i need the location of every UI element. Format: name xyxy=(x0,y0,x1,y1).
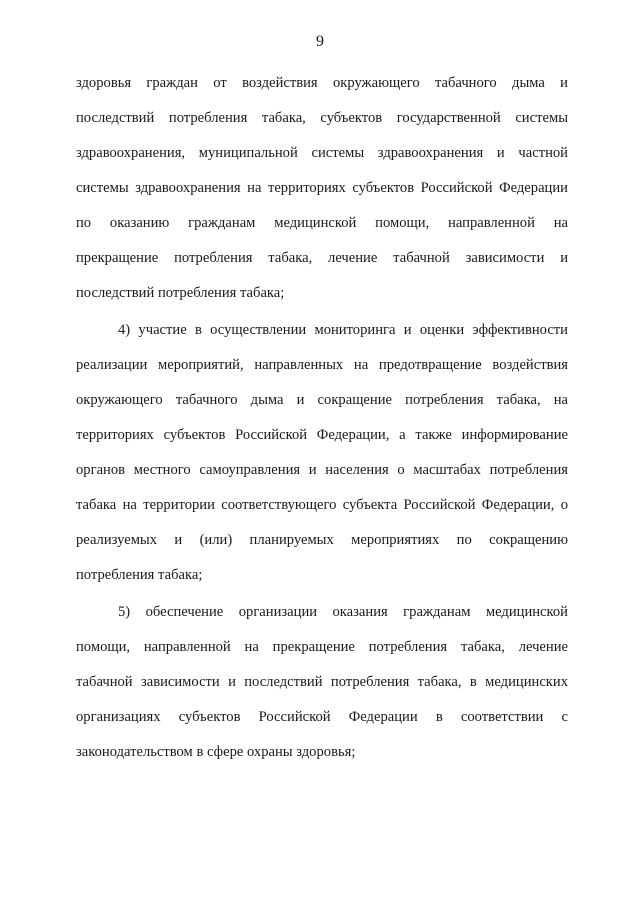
document-body xyxy=(76,66,568,770)
text-line: законодательством в сфере охраны здоровья; xyxy=(76,744,356,760)
text-line: по оказанию гражданам медицинской помощи, направленной на xyxy=(76,215,568,231)
text-line: потребления табака; xyxy=(76,567,203,583)
text-line: 5) обеспечение организации оказания гражданам медицинской xyxy=(118,604,568,620)
text-line: табака на территории соответствующего субъекта Российской Федерации, о xyxy=(76,497,568,513)
text-line: 4) участие в осуществлении мониторинга и оценки эффективности xyxy=(118,322,568,338)
text-line: органов местного самоуправления и населения о масштабах потребления xyxy=(76,462,568,478)
text-line: прекращение потребления табака, лечение табачной зависимости и xyxy=(76,250,568,266)
text-line: реализации мероприятий, направленных на предотвращение воздействия xyxy=(76,357,568,373)
paragraph-item-5 xyxy=(76,595,568,770)
text-line: здравоохранения, муниципальной системы здравоохранения и частной xyxy=(76,145,568,161)
text-line: системы здравоохранения на территориях субъектов Российской Федерации xyxy=(76,180,568,196)
text-line: организациях субъектов Российской Федерации в соответствии с xyxy=(76,709,568,725)
text-line: окружающего табачного дыма и сокращение потребления табака, на xyxy=(76,392,568,408)
text-line: помощи, направленной на прекращение потребления табака, лечение xyxy=(76,639,568,655)
text-line: последствий потребления табака; xyxy=(76,285,285,301)
paragraph-item-4 xyxy=(76,313,568,593)
text-line: последствий потребления табака, субъектов государственной системы xyxy=(76,110,568,126)
paragraph-continuation xyxy=(76,66,568,311)
text-line: территориях субъектов Российской Федерации, а также информирование xyxy=(76,427,568,443)
text-line: здоровья граждан от воздействия окружающего табачного дыма и xyxy=(76,75,568,91)
text-line: реализуемых и (или) планируемых мероприятиях по сокращению xyxy=(76,532,568,548)
text-line: табачной зависимости и последствий потребления табака, в медицинских xyxy=(76,674,568,690)
page-number: 9 xyxy=(316,33,324,50)
